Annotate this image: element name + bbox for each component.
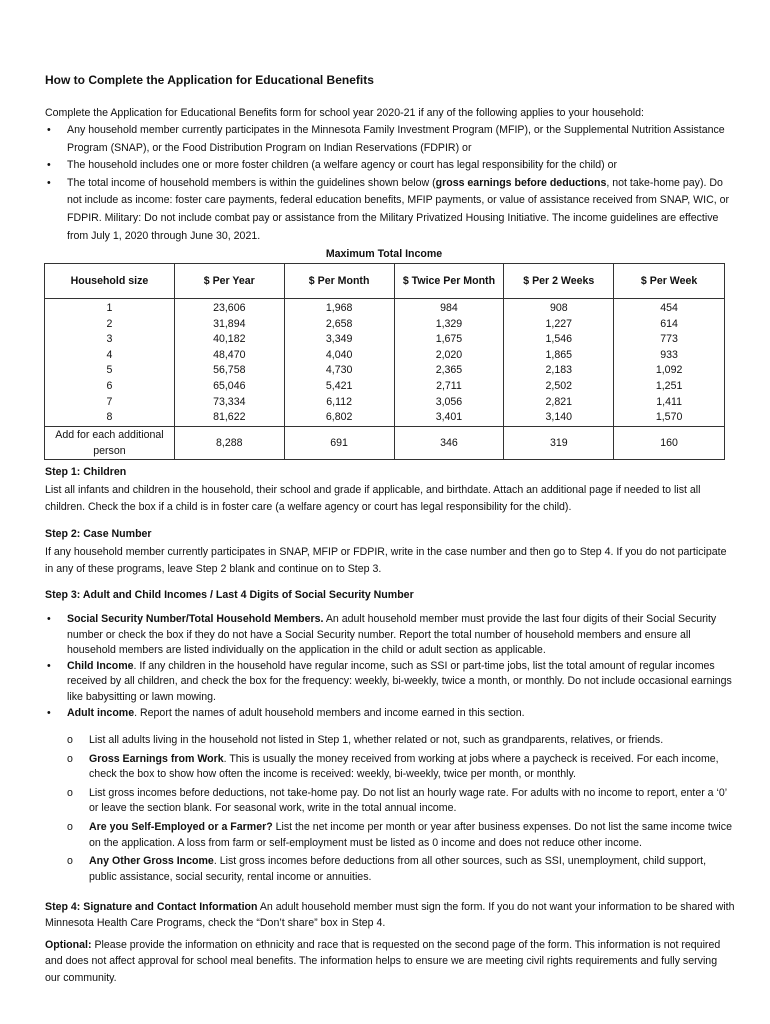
table-cell: 2,183 (545, 364, 573, 377)
column-header: $ Per Year (174, 264, 284, 299)
step4-heading: Step 4: Signature and Contact Information (45, 901, 258, 913)
sub-list-item: o Any Other Gross Income. List gross incomes before deductions from all other sources, such as SSI, unemployment, child support, public assistance, social security, rental income or annuities. (67, 855, 707, 883)
table-cell: 1,411 (656, 395, 682, 408)
table-cell: 23,606 (213, 302, 246, 314)
column-header: $ Twice Per Month (394, 264, 504, 299)
table-cell: 1,570 (655, 411, 683, 424)
step1-text: List all infants and children in the household, their school and grade if applicable, and birthdate. Attach an additional page if needed to list all children. Check the box if a child is in foster care (a welfare agency or court has legal responsibility for the child). (45, 483, 701, 514)
circle-bullet-icon: o (67, 752, 73, 765)
column-header: $ Per Month (284, 264, 394, 299)
table-cell: 3 (106, 333, 113, 346)
table-cell: 614 (660, 317, 678, 330)
column-header: $ Per Week (614, 264, 725, 299)
table-cell: Add for each additional person (45, 426, 175, 459)
table-cell: 6,112 (326, 395, 352, 408)
table-cell: 48,470 (213, 348, 246, 361)
table-cell: 3,349 (325, 333, 353, 346)
table-cell: 319 (504, 426, 614, 459)
table-cell: 773 (660, 333, 678, 346)
table-cell: 984 (440, 302, 458, 314)
table-cell: 31,894 (213, 317, 246, 330)
list-item: • Child Income. If any children in the household have regular income, such as SSI or part-time jobs, list the total amount of regular incomes received by all children, and check the box for the frequency: weekly, bi-weekly, twice a month, or monthly. Do not include occasional earnings like babysitting or lawn mowing. (47, 659, 732, 703)
per-year-cells (174, 299, 284, 427)
table-cell: 908 (549, 302, 568, 314)
twice-per-month-cells (394, 299, 504, 427)
table-cell: 2 (106, 317, 113, 330)
sub-list-item: o List all adults living in the household not listed in Step 1, whether related or not, such as grandparents, relatives, or friends. (67, 733, 732, 749)
table-cell: 6,802 (325, 411, 353, 424)
adult-income-sublist (67, 733, 732, 888)
table-row (45, 299, 725, 427)
page-title: How to Complete the Application for Educational Benefits (45, 73, 374, 87)
table-cell: 3,401 (435, 411, 463, 424)
household-size-cells (45, 299, 175, 427)
table-cell: 8 (106, 411, 113, 424)
table-cell: 73,334 (213, 395, 246, 408)
table-header-row (45, 264, 725, 299)
table-cell: 65,046 (213, 379, 246, 392)
table-cell: 691 (284, 426, 394, 459)
sub-list-item: o Are you Self-Employed or a Farmer? List the net income per month or year after business expenses. Do not list the same income twice on the application. A loss from farm or self-employment must be listed as 0 income and does not reduce other income. (67, 820, 732, 849)
intro-text: Complete the Application for Educational Benefits form for school year 2020-21 if any of the following applies to your household: (45, 107, 644, 119)
bullet-icon: • (47, 613, 51, 625)
table-cell: 2,020 (435, 348, 463, 361)
income-guidelines-table (44, 263, 725, 460)
bullet-icon: • (47, 124, 51, 136)
table-cell: 1,865 (545, 348, 573, 361)
table-cell: 2,502 (545, 379, 573, 392)
table-cell: 1,329 (435, 317, 463, 330)
bullet-icon: • (47, 706, 51, 719)
table-cell: 7 (106, 395, 113, 408)
table-cell: 1,546 (545, 333, 573, 346)
table-cell: 2,821 (545, 395, 573, 408)
column-header: Household size (45, 264, 175, 299)
bullet-icon: • (47, 659, 51, 672)
table-cell: 4,730 (325, 364, 353, 377)
list-item: • The household includes one or more foster children (a welfare agency or court has legal responsibility for the child) or (45, 157, 735, 175)
step2-heading: Step 2: Case Number (45, 528, 152, 540)
sub-list-item: o List gross incomes before deductions, not take-home pay. Do not list an hourly wage rate. For adults with no income to report, enter a ‘0’ or leave the section blank. For seasonal work, write in the total annual income. (67, 786, 727, 815)
step3-list (45, 612, 735, 721)
table-cell: 454 (660, 302, 678, 314)
circle-bullet-icon: o (67, 786, 73, 799)
table-cell: 1 (106, 302, 113, 314)
table-caption: Maximum Total Income (325, 248, 443, 260)
table-cell: 160 (614, 426, 725, 459)
table-cell: 6 (106, 379, 113, 392)
column-header: $ Per 2 Weeks (504, 264, 614, 299)
table-cell: 5,421 (325, 379, 353, 392)
table-cell: 933 (660, 348, 678, 361)
step2-text: If any household member currently participates in SNAP, MFIP or FDPIR, write in the case number and then go to Step 4. If you do not participate in any of these programs, leave Step 2 blank and continue on to Step 3. (45, 545, 727, 576)
list-item: • Any household member currently participates in the Minnesota Family Investment Program (MFIP), or the Supplemental Nutrition Assistance Program (SNAP), or the Food Distribution Program on Indian Reservations (FDPIR) or (47, 124, 725, 154)
list-item: • Adult income. Report the names of adult household members and income earned in this section. (45, 706, 735, 722)
table-cell: 4,040 (325, 348, 353, 361)
circle-bullet-icon: o (67, 734, 73, 746)
table-cell: 56,758 (213, 364, 246, 377)
table-cell: 2,711 (436, 379, 462, 392)
table-cell: 346 (394, 426, 504, 459)
optional-heading: Optional: (45, 939, 92, 951)
table-row-additional (45, 426, 725, 459)
step1-section (45, 464, 735, 517)
bullet-icon: • (47, 159, 51, 172)
list-item: • The total income of household members is within the guidelines shown below (gross earnings before deductions, not take-home pay). Do not include as income: foster care payments, federal education benefits, MFIP payments, or value of assistance received from SNAP, WIC, or FDPIR. Military: Do not include combat pay or assistance from the Military Privatized Housing Initiative. The income guidelines are effective from July 1, 2020 through June 30, 2021. (47, 176, 730, 242)
table-cell: 1,092 (655, 364, 683, 377)
table-cell: 1,227 (545, 317, 573, 330)
per-2-weeks-cells (504, 299, 614, 427)
circle-bullet-icon: o (67, 855, 73, 868)
table-cell: 5 (106, 364, 113, 377)
step3-heading: Step 3: Adult and Child Incomes / Last 4 Digits of Social Security Number (45, 589, 414, 601)
table-cell: 2,658 (325, 317, 353, 330)
step4-section (45, 899, 735, 931)
table-cell: 3,140 (545, 411, 573, 424)
circle-bullet-icon: o (67, 820, 73, 833)
optional-text: Please provide the information on ethnicity and race that is requested on the second page of the form. This information is not required and does not affect approval for school meal benefits. The information helps to ensure we are meeting civil rights requirements and fully serving our community. (45, 939, 721, 984)
table-cell: 40,182 (213, 333, 246, 346)
per-month-cells (284, 299, 394, 427)
table-cell: 81,622 (213, 411, 246, 424)
table-cell: 1,251 (655, 379, 683, 392)
optional-section (45, 937, 735, 986)
sub-list-item: o Gross Earnings from Work. This is usually the money received from working at jobs where a paycheck is received. For each income, check the box to show how often the income is received: weekly, bi-weekly, twice per month, or monthly. (67, 752, 719, 781)
table-cell: 2,365 (435, 364, 463, 377)
table-cell: 4 (106, 348, 113, 361)
table-cell: 1,968 (325, 302, 353, 314)
eligibility-list (45, 122, 735, 245)
per-week-cells (614, 299, 725, 427)
bullet-icon: • (47, 176, 51, 189)
table-cell: 8,288 (174, 426, 284, 459)
list-item: • Social Security Number/Total Household Members. An adult household member must provide the last four digits of their Social Security number or check the box if they do not have a Social Security number. Report the total number of household members and ensure all household members are listed individually on the application in the child or adult section as applicable. (47, 613, 717, 657)
step1-heading: Step 1: Children (45, 466, 127, 478)
step4-text: An adult household member must sign the form. If you do not want your information to be shared with Minnesota Health Care Programs, check the “Don’t share” box in Step 4. (45, 901, 735, 929)
table-cell: 3,056 (435, 395, 463, 408)
step2-section (45, 526, 735, 579)
table-cell: 1,675 (435, 333, 463, 346)
